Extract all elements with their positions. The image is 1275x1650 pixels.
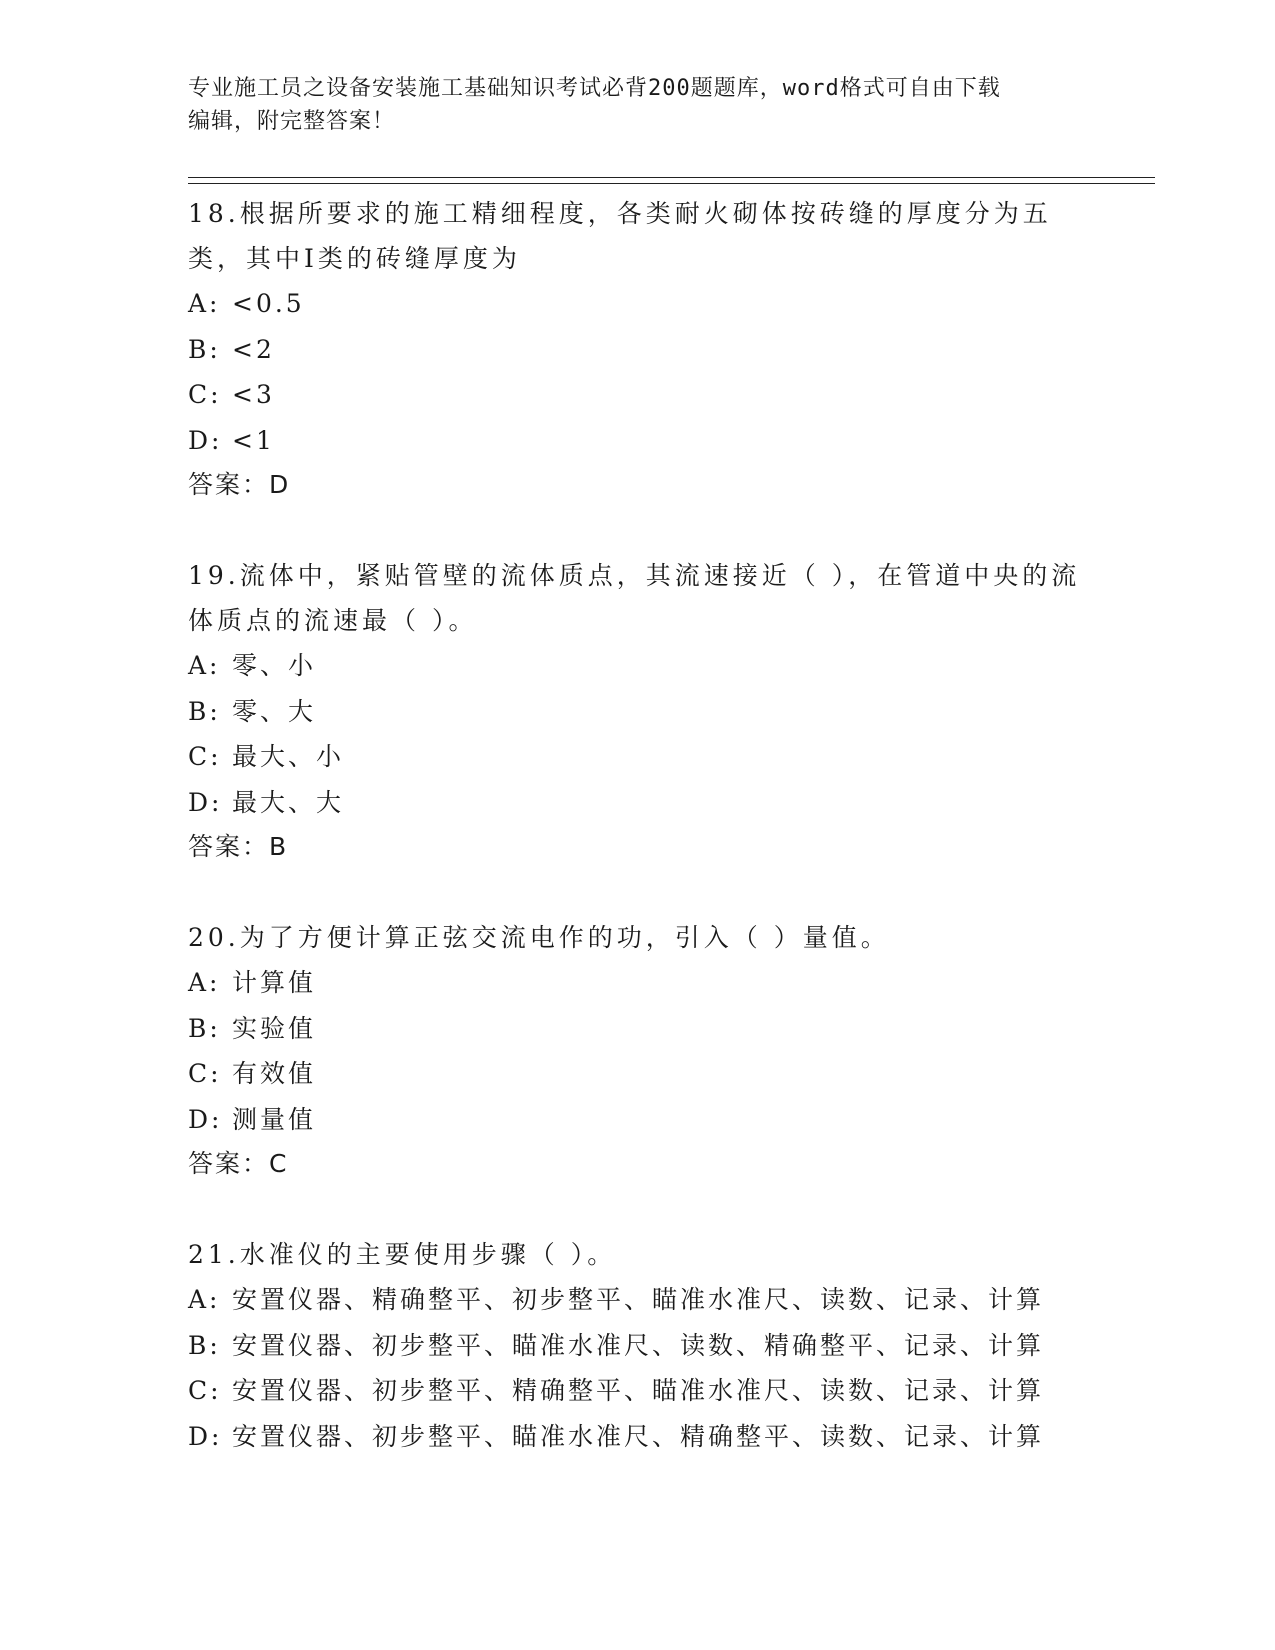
answer-option [188,418,1088,464]
option-key: C: [188,1376,222,1405]
option-text: 计算值 [232,968,317,997]
question-stem: 20.为了方便计算正弦交流电作的功，引入（ ）量值。 [188,923,890,952]
option-key: B: [188,696,221,726]
question-block [188,915,1088,1186]
answer-option [188,1277,1088,1323]
option-text: 最大、小 [232,742,345,771]
answer-option [188,734,1088,780]
option-text: 安置仪器、初步整平、瞄准水准尺、读数、精确整平、记录、计算 [232,1330,1045,1360]
option-key: A: [188,968,221,997]
answer-option [188,1097,1088,1143]
option-text: 安置仪器、精确整平、初步整平、瞄准水准尺、读数、记录、计算 [232,1285,1045,1314]
option-text: 零、大 [232,696,317,726]
option-key: D: [188,425,223,455]
option-text: <2 [232,334,275,364]
answer-option [188,1006,1088,1052]
answer-option [188,1323,1088,1369]
option-key: B: [188,1013,221,1043]
answer-option [188,643,1088,689]
answer-option [188,1051,1088,1097]
option-key: A: [188,289,221,318]
option-text: <3 [232,380,275,409]
question-block [188,553,1088,869]
option-text: <1 [232,425,275,455]
option-key: D: [188,1421,223,1451]
question-block [188,1232,1088,1459]
option-key: B: [188,1330,221,1360]
option-text: 实验值 [232,1013,317,1043]
option-key: D: [188,787,223,817]
option-text: 测量值 [232,1104,317,1134]
answer-option [188,1368,1088,1414]
answer-option [188,689,1088,735]
header-divider-bottom [188,183,1155,184]
question-stem: 21.水准仪的主要使用步骤（ ）。 [188,1240,617,1269]
answer-key: 答案：D [188,470,291,499]
question-stem: 18.根据所要求的施工精细程度，各类耐火砌体按砖缝的厚度分为五类，其中I类的砖缝厚度为 [188,199,1052,273]
option-text: 零、小 [232,651,317,680]
header-divider-top [188,177,1155,178]
document-header [188,72,1068,138]
option-key: A: [188,651,221,680]
answer-option [188,281,1088,327]
option-text: 安置仪器、初步整平、精确整平、瞄准水准尺、读数、记录、计算 [232,1376,1045,1405]
question-block [188,191,1088,507]
option-text: 有效值 [232,1059,317,1088]
question-stem: 19.流体中，紧贴管壁的流体质点，其流速接近（ ），在管道中央的流体质点的流速最（ ）。 [188,561,1081,635]
option-key: A: [188,1285,221,1314]
answer-key: 答案：C [188,1149,289,1178]
header-line-2: 编辑，附完整答案！ [188,109,396,134]
question-list [188,188,1088,1505]
answer-option [188,1414,1088,1460]
option-key: C: [188,742,222,771]
header-line-1: 专业施工员之设备安装施工基础知识考试必背200题题库，word格式可自由下载 [188,76,1001,101]
answer-option [188,960,1088,1006]
option-key: D: [188,1104,223,1134]
answer-option [188,780,1088,826]
answer-option [188,327,1088,373]
option-text: 最大、大 [232,787,345,817]
answer-option [188,372,1088,418]
option-key: C: [188,1059,222,1088]
option-key: C: [188,380,222,409]
answer-key: 答案：B [188,832,289,861]
option-key: B: [188,334,221,364]
option-text: <0.5 [232,289,305,318]
option-text: 安置仪器、初步整平、瞄准水准尺、精确整平、读数、记录、计算 [232,1421,1045,1451]
